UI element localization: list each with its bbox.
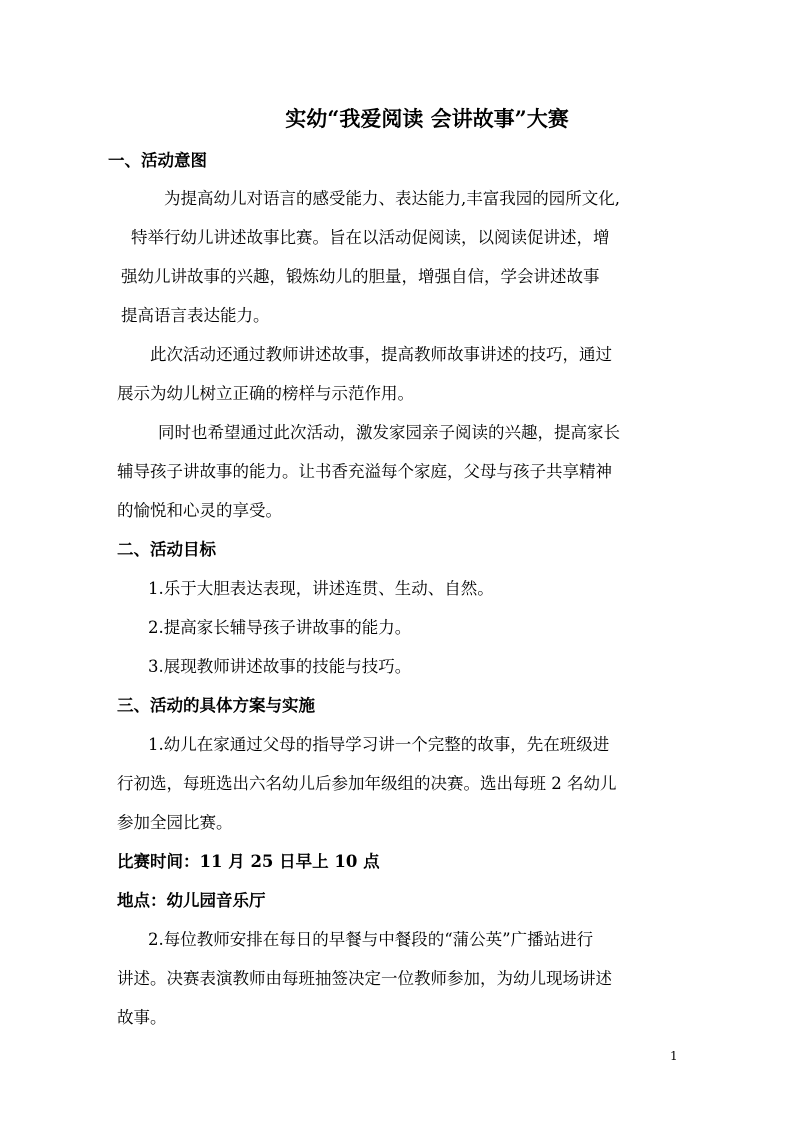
paragraph-line: 2.每位教师安排在每日的早餐与中餐段的“蒲公英”广播站进行 xyxy=(148,930,594,949)
paragraph-line: 1.幼儿在家通过父母的指导学习讲一个完整的故事，先在班级进 xyxy=(148,735,610,754)
paragraph-line: 参加全园比赛。 xyxy=(117,813,233,832)
event-place: 地点：幼儿园音乐厅 xyxy=(117,891,266,910)
paragraph-line: 行初选，每班选出六名幼儿后参加年级组的决赛。选出每班 2 名幼儿 xyxy=(117,774,617,793)
section-heading-intent: 一、活动意图 xyxy=(108,151,207,170)
paragraph-line: 强幼儿讲故事的兴趣，锻炼幼儿的胆量，增强自信，学会讲述故事 xyxy=(121,267,600,286)
section-heading-goals: 二、活动目标 xyxy=(117,540,216,559)
paragraph-line: 为提高幼儿对语言的感受能力、表达能力,丰富我园的园所文化, xyxy=(164,189,620,208)
paragraph-line: 提高语言表达能力。 xyxy=(121,306,270,325)
section-heading-plan: 三、活动的具体方案与实施 xyxy=(117,696,315,715)
paragraph-line: 同时也希望通过此次活动，激发家园亲子阅读的兴趣，提高家长 xyxy=(158,423,620,442)
document-title: 实幼“我爱阅读 会讲故事”大赛 xyxy=(285,106,569,131)
paragraph-line: 辅导孩子讲故事的能力。让书香充溢每个家庭，父母与孩子共享精神 xyxy=(117,462,612,481)
paragraph-line: 的愉悦和心灵的享受。 xyxy=(117,501,282,520)
paragraph-line: 故事。 xyxy=(117,1008,167,1027)
page-number: 1 xyxy=(670,1049,678,1063)
paragraph-line: 讲述。决赛表演教师由每班抽签决定一位教师参加，为幼儿现场讲述 xyxy=(117,969,612,988)
list-item: 3.展现教师讲述故事的技能与技巧。 xyxy=(148,657,412,676)
list-item: 1.乐于大胆表达表现，讲述连贯、生动、自然。 xyxy=(148,579,494,598)
list-item: 2.提高家长辅导孩子讲故事的能力。 xyxy=(148,618,412,637)
paragraph-line: 此次活动还通过教师讲述故事，提高教师故事讲述的技巧，通过 xyxy=(150,345,612,364)
event-time: 比赛时间：11 月 25 日早上 10 点 xyxy=(117,852,380,871)
paragraph-line: 特举行幼儿讲述故事比赛。旨在以活动促阅读，以阅读促讲述，增 xyxy=(131,228,610,247)
paragraph-line: 展示为幼儿树立正确的榜样与示范作用。 xyxy=(117,384,414,403)
